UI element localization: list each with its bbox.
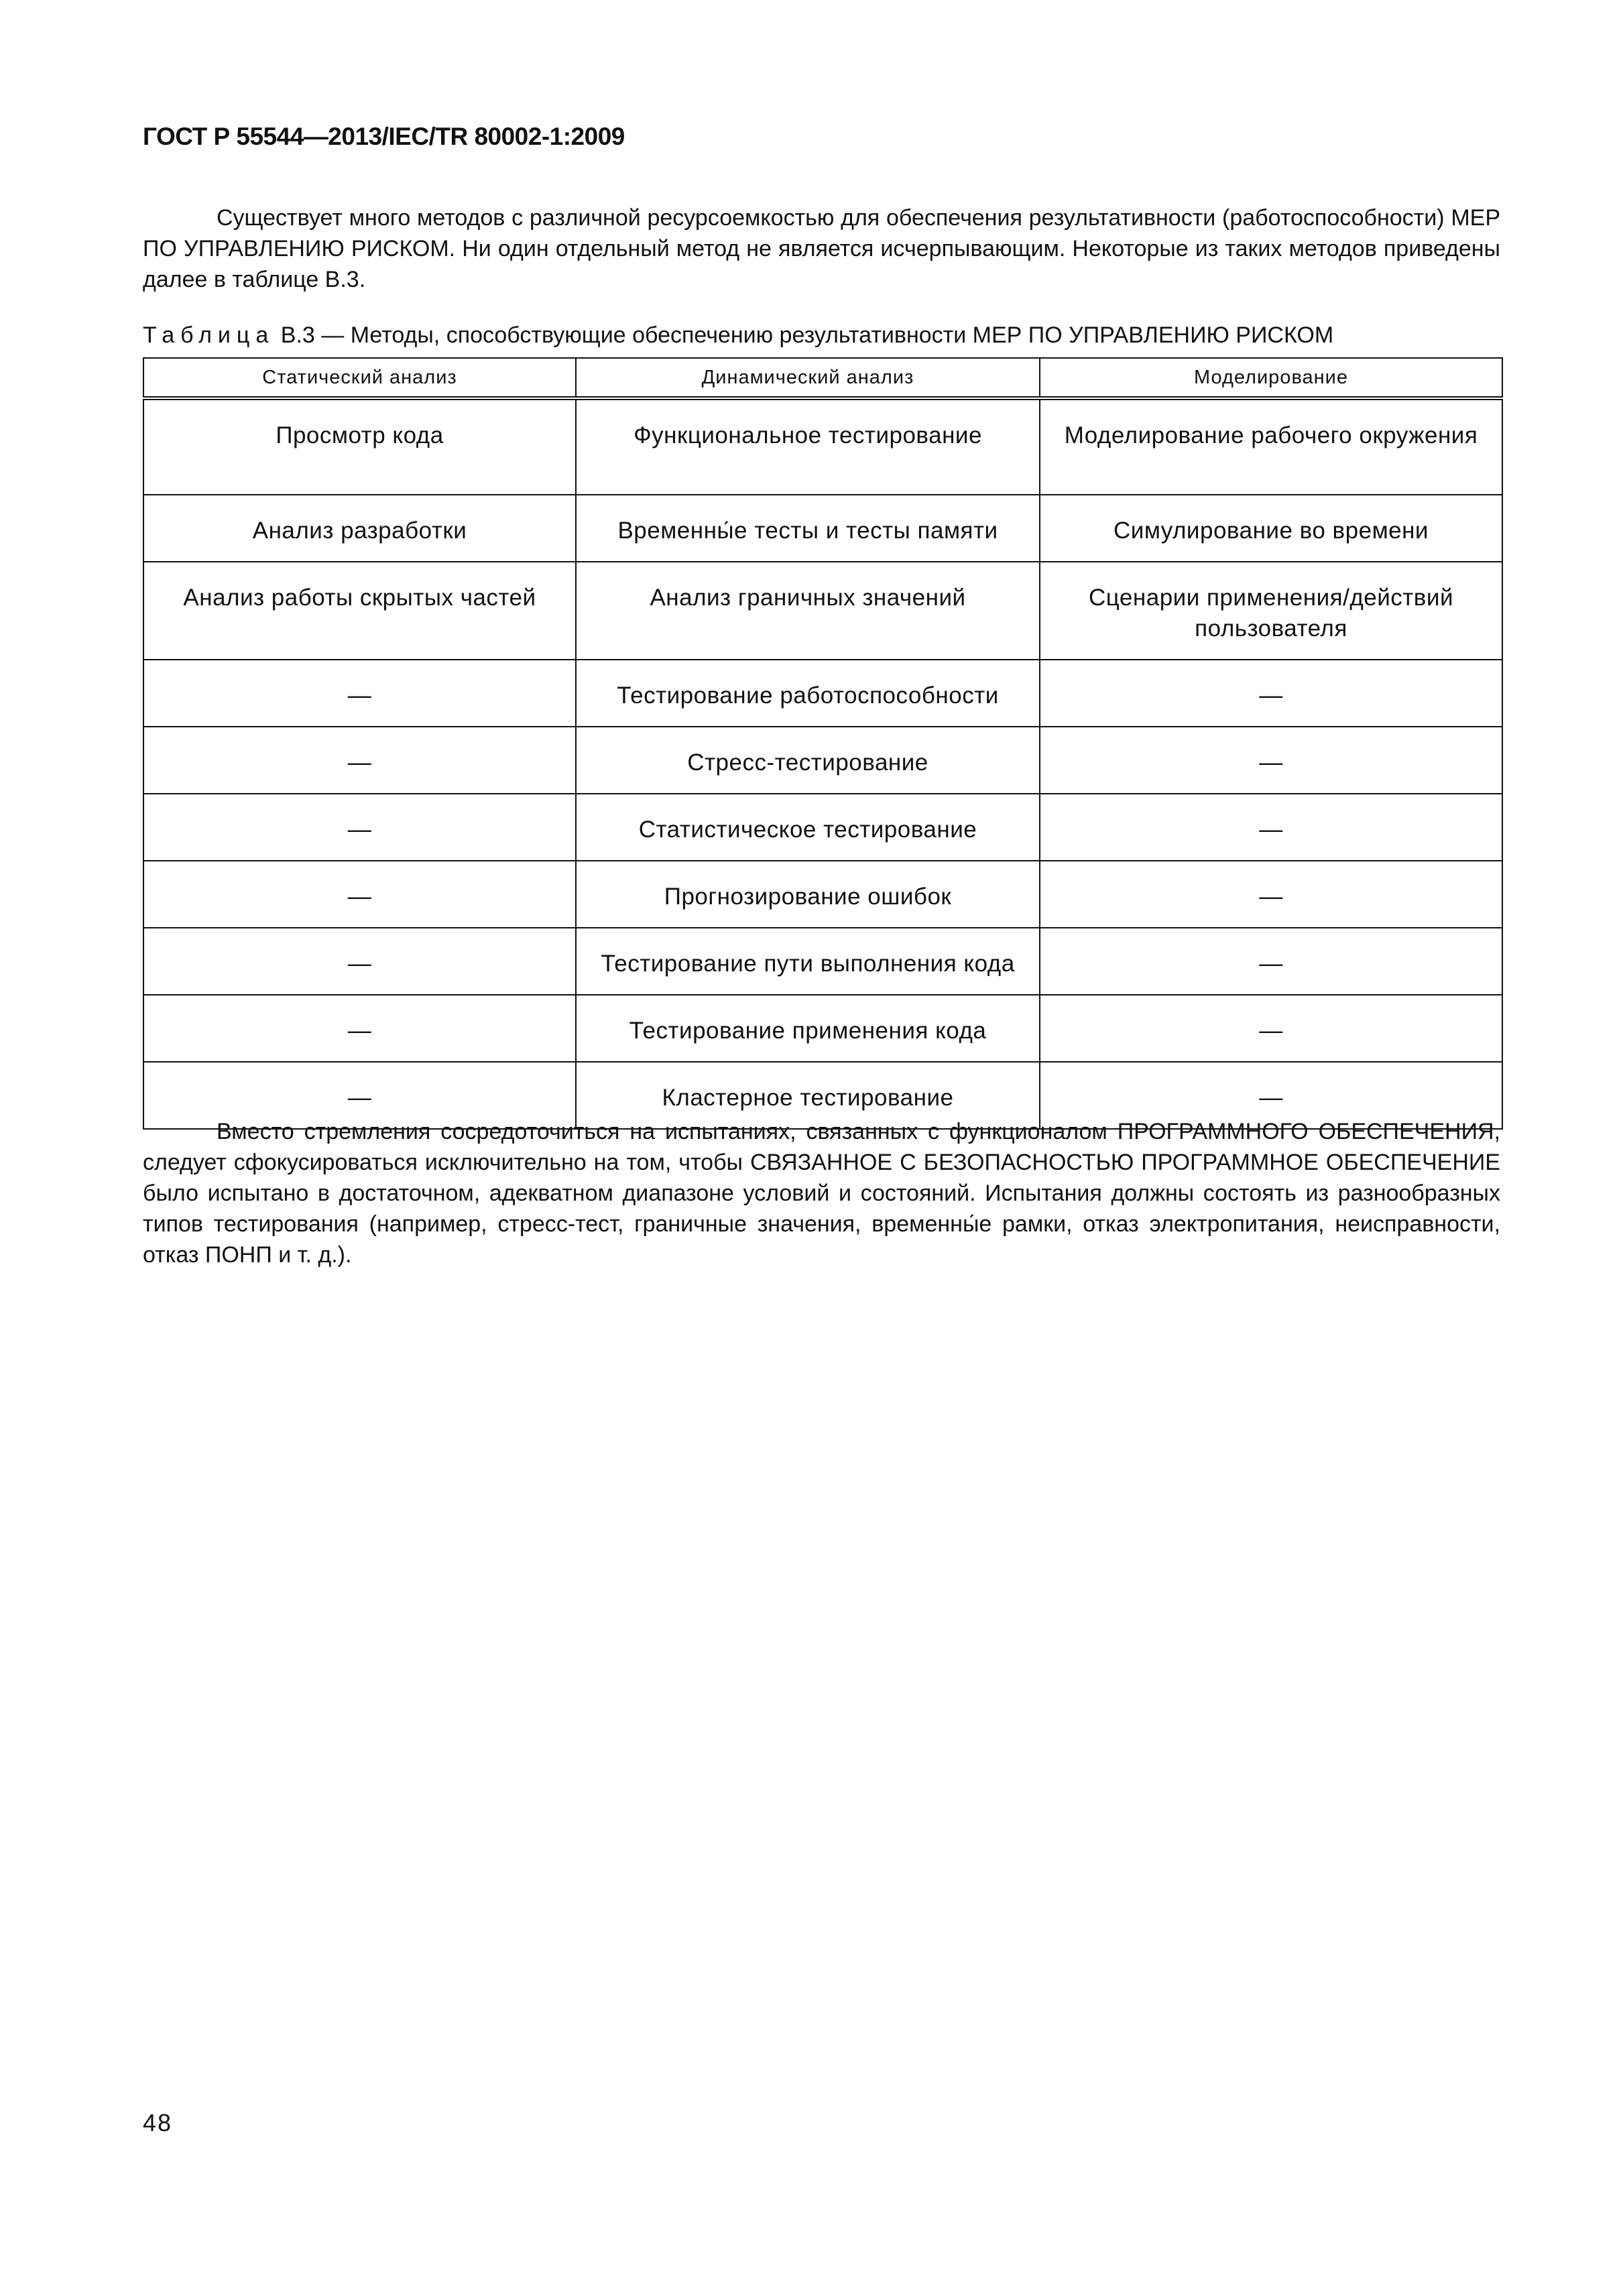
column-header-modeling: Моделирование bbox=[1040, 358, 1502, 398]
intro-paragraph: Существует много методов с различной ресурсоемкостью для обеспечения результативности (работоспособности) МЕР ПО УПРАВЛЕНИЮ РИСКОМ. Ни один отдельный метод не является исчерпывающим. Некоторые из таких методов приведены далее в таблице В.3. bbox=[143, 205, 1500, 292]
document-header: ГОСТ Р 55544—2013/IEC/TR 80002-1:2009 bbox=[143, 123, 625, 150]
table-cell: Анализ разработки bbox=[143, 495, 576, 562]
table-row bbox=[143, 562, 1502, 660]
table-cell: Статистическое тестирование bbox=[576, 794, 1040, 861]
table-cell: Моделирование рабочего окружения bbox=[1040, 398, 1502, 495]
table-cell: — bbox=[1040, 928, 1502, 995]
table-caption bbox=[143, 320, 1333, 351]
table-cell: — bbox=[1040, 794, 1502, 861]
table-row bbox=[143, 727, 1502, 794]
table-cell: Симулирование во времени bbox=[1040, 495, 1502, 562]
table-row bbox=[143, 495, 1502, 562]
table-cell: Временны́е тесты и тесты памяти bbox=[576, 495, 1040, 562]
table-cell: — bbox=[1040, 660, 1502, 727]
table-cell: Просмотр кода bbox=[143, 398, 576, 495]
table-cell: — bbox=[143, 727, 576, 794]
table-cell: Прогнозирование ошибок bbox=[576, 861, 1040, 928]
table-cell: Тестирование пути выполнения кода bbox=[576, 928, 1040, 995]
table-row bbox=[143, 995, 1502, 1062]
table-row bbox=[143, 928, 1502, 995]
table-cell: — bbox=[1040, 727, 1502, 794]
table-cell: — bbox=[143, 928, 576, 995]
table-row bbox=[143, 861, 1502, 928]
table-cell: — bbox=[1040, 995, 1502, 1062]
column-header-static-analysis: Статический анализ bbox=[143, 358, 576, 398]
table-cell: Анализ граничных значений bbox=[576, 562, 1040, 660]
table-cell: — bbox=[143, 1062, 576, 1129]
table-cell: — bbox=[143, 794, 576, 861]
table-cell: Функциональное тестирование bbox=[576, 398, 1040, 495]
closing-paragraph: Вместо стремления сосредоточиться на испытаниях, связанных с функционалом ПРОГРАММНОГО ОБЕСПЕЧЕНИЯ, следует сфокусироваться исключительно на том, чтобы СВЯЗАННОЕ С БЕЗОПАСНОСТЬЮ ПРОГРАММНОЕ ОБЕСПЕЧЕНИЕ было испытано в достаточном, адекватном диапазоне условий и состояний. Испытания должны состоять из разнообразных типов тестирования (например, стресс-тест, граничные значения, временны́е рамки, отказ электропитания, неисправности, отказ ПОНП и т. д.). bbox=[143, 1119, 1500, 1268]
table-cell: — bbox=[143, 861, 576, 928]
table-row bbox=[143, 794, 1502, 861]
table-cell: Стресс-тестирование bbox=[576, 727, 1040, 794]
table-cell: Анализ работы скрытых частей bbox=[143, 562, 576, 660]
table-cell: — bbox=[143, 995, 576, 1062]
table-row bbox=[143, 660, 1502, 727]
column-header-dynamic-analysis: Динамический анализ bbox=[576, 358, 1040, 398]
table-cell: — bbox=[1040, 1062, 1502, 1129]
table-header-row bbox=[143, 358, 1502, 398]
table-caption-label: Таблица bbox=[143, 322, 275, 348]
table-cell: Тестирование применения кода bbox=[576, 995, 1040, 1062]
table-caption-text: В.3 — Методы, способствующие обеспечению результативности МЕР ПО УПРАВЛЕНИЮ РИСКОМ bbox=[280, 322, 1334, 348]
table-cell: — bbox=[1040, 861, 1502, 928]
methods-table bbox=[143, 357, 1503, 1130]
table-cell: Кластерное тестирование bbox=[576, 1062, 1040, 1129]
table-row bbox=[143, 398, 1502, 495]
table-cell: Сценарии применения/действий пользователя bbox=[1040, 562, 1502, 660]
table-cell: Тестирование работоспособности bbox=[576, 660, 1040, 727]
table-cell: — bbox=[143, 660, 576, 727]
page-number: 48 bbox=[143, 2109, 173, 2136]
